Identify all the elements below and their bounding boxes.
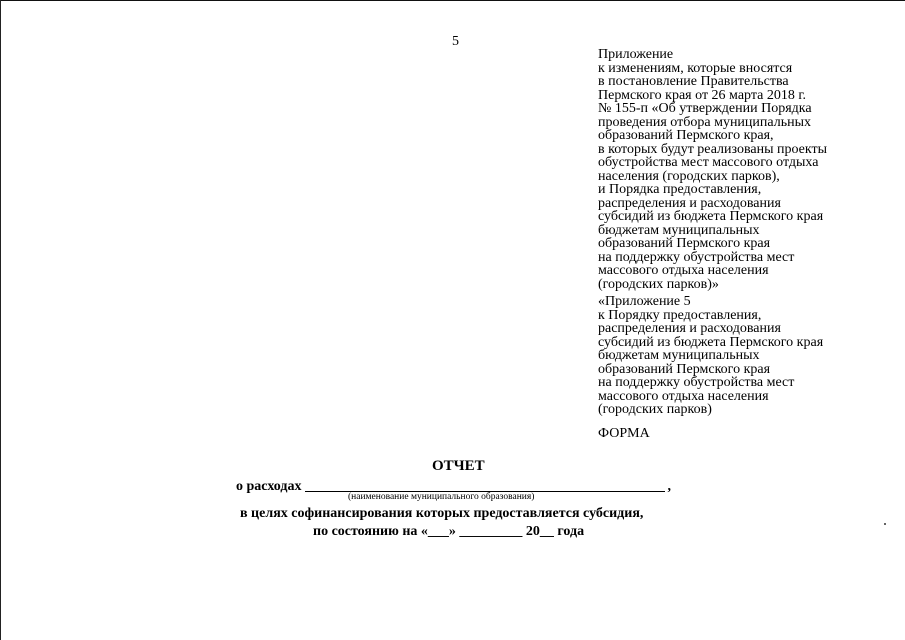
appendix-line: (городских парков)»: [598, 276, 719, 292]
municipality-blank-field[interactable]: [305, 477, 665, 492]
appendix5-line: (городских парков): [598, 402, 712, 417]
as-of-date-line: по состоянию на «___» _________ 20__ года: [313, 524, 585, 539]
top-border-line: [0, 0, 905, 1]
scan-speck: [884, 523, 886, 525]
appendix-line: Пермского края от 26 марта 2018 г.: [598, 87, 807, 103]
appendix-line: распределения и расходования: [598, 195, 781, 211]
appendix-line: бюджетам муниципальных: [598, 222, 760, 238]
appendix-header: [598, 48, 898, 291]
appendix-line: обустройства мест массового отдыха: [598, 155, 819, 170]
appendix5-line: образований Пермского края: [598, 361, 771, 377]
page-number: 5: [452, 34, 459, 49]
expenses-label: о расходах: [236, 479, 302, 494]
appendix5-line: субсидий из бюджета Пермского края: [598, 334, 824, 350]
cofinancing-line: в целях софинансирования которых предоставляется субсидия,: [240, 506, 644, 521]
appendix5-line: бюджетам муниципальных: [598, 348, 760, 363]
appendix-line: и Порядка предоставления,: [598, 182, 762, 197]
appendix5-line: «Приложение 5: [598, 294, 691, 309]
report-title: ОТЧЕТ: [432, 458, 485, 474]
left-border-line: [0, 0, 1, 640]
appendix-line: в постановление Правительства: [598, 74, 789, 89]
appendix5-line: массового отдыха населения: [598, 388, 769, 404]
appendix-line: в которых будут реализованы проекты: [598, 141, 828, 157]
appendix-line: на поддержку обустройства мест: [598, 249, 795, 265]
appendix5-line: на поддержку обустройства мест: [598, 375, 795, 390]
appendix5-header: [598, 295, 898, 417]
form-label: ФОРМА: [598, 426, 650, 441]
municipality-caption: (наименование муниципального образования): [348, 492, 535, 502]
appendix-line: субсидий из бюджета Пермского края: [598, 209, 824, 224]
appendix-line: образований Пермского края,: [598, 128, 774, 143]
appendix-line: образований Пермского края: [598, 236, 771, 251]
appendix-line: Приложение: [598, 47, 674, 62]
appendix-line: № 155-п «Об утверждении Порядка: [598, 101, 812, 116]
appendix5-line: распределения и расходования: [598, 321, 781, 336]
appendix-line: массового отдыха населения: [598, 263, 769, 278]
appendix-line: к изменениям, которые вносятся: [598, 60, 793, 76]
appendix-line: населения (городских парков),: [598, 168, 780, 184]
expenses-comma: ,: [667, 479, 671, 494]
appendix5-line: к Порядку предоставления,: [598, 307, 762, 323]
appendix-line: проведения отбора муниципальных: [598, 114, 812, 130]
